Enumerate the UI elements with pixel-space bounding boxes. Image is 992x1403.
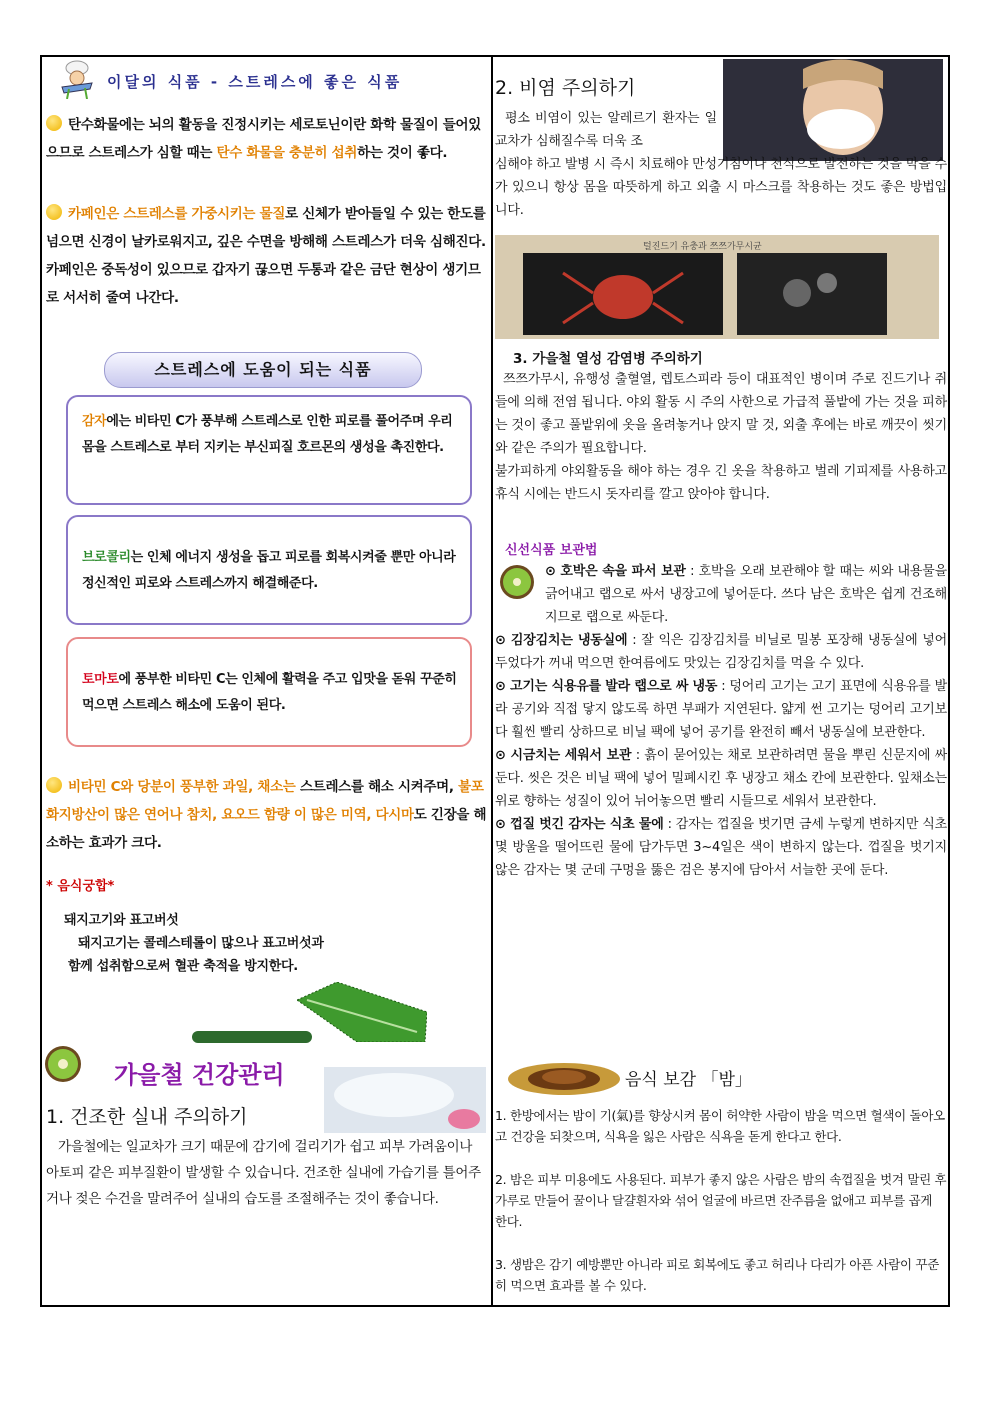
fresh-item-text: : 호박을 오래 보관해야 할 때는 씨와 내용물을 긁어내고 랩으로 싸서 냉장고에 넣어둔다. 쓰다 남은 호박은 쉽게 건조해지므로 랩으로 싸둔다. bbox=[545, 564, 947, 625]
mascot-chef-icon bbox=[54, 59, 100, 99]
mite-photo bbox=[523, 253, 723, 335]
fresh-food-list bbox=[495, 560, 947, 882]
potato-box bbox=[66, 395, 472, 505]
carb-paragraph bbox=[46, 111, 486, 167]
pork-mushroom-text bbox=[64, 909, 324, 978]
caffeine-text: 로 신체가 받아들일 수 있는 한도를 넘으면 신경이 날카로워지고, 깊은 수면을 방해해 스트레스가 더욱 심해진다. 카페인은 중독성이 있으므로 갑자기 끊으면 두통과 같은 금단 현상이 생기므로 서서히 줄여 나간다. bbox=[46, 206, 486, 306]
smiley-bullet-icon bbox=[46, 777, 62, 793]
vitamin-highlight: 비타민 C와 당분이 풍부한 과일, 채소는 bbox=[68, 779, 296, 795]
potato-text: 에는 비타민 C가 풍부해 스트레스로 인한 피로를 풀어주며 우리 몸을 스트레스로 부터 지키는 부신피질 호르몬의 생성을 촉진한다. bbox=[82, 414, 453, 455]
fresh-item-text: : 흙이 묻어있는 채로 보관하려면 물을 뿌린 신문지에 싸둔다. 씻은 것은 비닐 팩에 넣어 밀폐시킨 후 냉장고 채소 칸에 보관한다. 잎채소는 위로 향하는 성질이 있어 뉘어놓으면 빨리 시들므로 세워서 보관한다. bbox=[495, 748, 947, 809]
fresh-item bbox=[495, 744, 947, 813]
dry-indoor-heading: 1. 건조한 실내 주의하기 bbox=[46, 1106, 248, 1128]
smiley-bullet-icon bbox=[46, 204, 62, 220]
rhinitis-body-a: 평소 비염이 있는 알레르기 환자는 일교차가 심해질수록 더욱 조 bbox=[495, 111, 717, 149]
pork-line-1: 돼지고기와 표고버섯 bbox=[64, 913, 179, 928]
pork-line-3: 함께 섭취함으로써 혈관 축적을 방지한다. bbox=[68, 959, 298, 974]
fresh-item-text: : 잘 익은 김장김치를 비닐로 밀봉 포장해 냉동실에 넣어두었다가 꺼내 먹으면 한여름에도 맛있는 김장김치를 먹을 수 있다. bbox=[495, 633, 947, 671]
chestnut-item: 2. 밤은 피부 미용에도 사용된다. 피부가 좋지 않은 사람은 밤의 속껍질을 벗겨 말린 후 가루로 만들어 꿀이나 달걀흰자와 섞어 얼굴에 바르면 잔주름을 없애고 피부를 곱게 한다. bbox=[495, 1172, 947, 1229]
dry-indoor-text bbox=[46, 1134, 486, 1212]
smiley-bullet-icon bbox=[46, 115, 62, 131]
fresh-food-heading: 신선식품 보관법 bbox=[505, 543, 598, 558]
fresh-item bbox=[495, 560, 947, 629]
dish-image bbox=[192, 1031, 312, 1043]
fever-disease-body-1: 쯔쯔가무시, 유행성 출혈열, 렙토스피라 등이 대표적인 병이며 주로 진드기나 쥐들에 의해 전염 됩니다. 야외 활동 시 주의 사한으로 가급적 풀밭에 가는 것을 피하는 것이 좋고 풀밭위에 옷을 올려놓거나 앉지 말 것, 외출 후에는 바로 깨끗이 씻기와 같은 주의가 필요합니다. bbox=[495, 372, 947, 456]
autumn-health-title: 가을철 건강관리 bbox=[114, 1061, 285, 1089]
rhinitis-text-a bbox=[495, 107, 717, 153]
caffeine-highlight: 카페인은 스트레스를 가중시키는 물질 bbox=[68, 206, 286, 222]
kiwi-icon bbox=[44, 1045, 82, 1083]
potato-highlight: 감자 bbox=[82, 414, 107, 429]
newsletter-page bbox=[40, 55, 950, 1307]
month-food-title: 이달의 식품 - 스트레스에 좋은 식품 bbox=[107, 73, 403, 91]
fresh-item-title: ⊙ 김장김치는 냉동실에 bbox=[495, 633, 628, 648]
tomato-highlight: 토마토 bbox=[82, 672, 119, 687]
fresh-item-text: : 감자는 껍질을 벗기면 금세 누렇게 변하지만 식초 몇 방울을 떨어뜨린 물에 담가두면 3~4일은 색이 변하지 않는다. 껍질을 벗기지 않은 감자는 몇 군데 구멍을 뚫은 검은 봉지에 담아서 서늘한 곳에 둔다. bbox=[495, 817, 947, 878]
tomato-box bbox=[66, 637, 472, 747]
broccoli-box bbox=[66, 515, 472, 625]
broccoli-text: 는 인체 에너지 생성을 돕고 피로를 회복시켜줄 뿐만 아니라 정신적인 피로와 스트레스까지 해결해준다. bbox=[82, 550, 456, 591]
pork-line-2: 돼지고기는 콜레스테롤이 많으나 표고버섯과 bbox=[78, 936, 324, 951]
broccoli-highlight: 브로콜리 bbox=[82, 550, 131, 565]
mite-caption: 털진드기 유충과 쯔쯔가무시균 bbox=[643, 242, 762, 252]
fresh-item-title: ⊙ 껍질 벗긴 감자는 식초 물에 bbox=[495, 817, 664, 832]
fresh-item-title: ⊙ 고기는 식용유를 발라 랩으로 싸 냉동 bbox=[495, 679, 718, 694]
fresh-item-title: ⊙ 시금치는 세워서 보관 bbox=[495, 748, 632, 763]
leaf-image bbox=[297, 982, 427, 1042]
fresh-item-title: ⊙ 호박은 속을 파서 보관 bbox=[545, 564, 686, 579]
humidifier-image bbox=[324, 1067, 486, 1133]
chestnut-heading: 음식 보감 「밤」 bbox=[625, 1070, 752, 1090]
carb-text: 탄수화물에는 뇌의 활동을 진정시키는 세로토닌이란 화학 물질이 들어있으므로 스트레스가 심할 때는 bbox=[46, 117, 482, 161]
fever-disease-text bbox=[495, 368, 947, 506]
vitamin-paragraph bbox=[46, 773, 488, 857]
vitamin-text: 스트레스를 해소 시켜주며, bbox=[295, 779, 459, 795]
stress-food-banner: 스트레스에 도움이 되는 식품 bbox=[104, 352, 422, 388]
carb-highlight: 탄수 화물을 충분히 섭취 bbox=[216, 145, 358, 161]
fever-disease-heading: 3. 가을철 열성 감염병 주의하기 bbox=[513, 351, 703, 367]
chestnut-list bbox=[495, 1105, 947, 1318]
fresh-item bbox=[495, 675, 947, 744]
tomato-text: 에 풍부한 비타민 C는 인체에 활력을 주고 입맛을 돋워 꾸준히 먹으면 스트레스 해소에 도움이 된다. bbox=[82, 672, 457, 713]
rhinitis-body-b: 심해야 하고 발병 시 즉시 치료해야 만성기침이나 천식으로 발전하는 것을 막을 수가 있으니 항상 몸을 따뜻하게 하고 외출 시 마스크를 착용하는 것도 좋은 방법입니다. bbox=[495, 157, 947, 218]
fresh-item-text: : 덩어리 고기는 고기 표면에 식용유를 발라 공기와 직접 닿지 않도록 하면 부패가 지연된다. 얇게 썬 고기는 덩어리 고기보다 훨씬 빨리 상하므로 비닐 팩에 넣어 공기를 완전히 빼서 냉동실에 보관한다. bbox=[495, 679, 947, 740]
column-divider bbox=[491, 57, 493, 1305]
caffeine-paragraph bbox=[46, 200, 488, 312]
fresh-item bbox=[495, 629, 947, 675]
sneezing-child-image bbox=[723, 59, 943, 161]
rhinitis-text-b bbox=[495, 153, 947, 222]
rhinitis-heading: 2. 비염 주의하기 bbox=[495, 77, 636, 99]
vitamin-text-end: 도 긴장을 해소하는 효과가 크다. bbox=[46, 807, 487, 851]
chestnut-item: 1. 한방에서는 밤이 기(氣)를 향상시켜 몸이 허약한 사람이 밤을 먹으면 혈색이 돌아오고 건강을 되찾으며, 식욕을 잃은 사람은 식욕을 돋게 한다고 한다. bbox=[495, 1108, 945, 1144]
bacteria-photo bbox=[737, 253, 887, 335]
fever-disease-body-2: 불가피하게 야외활동을 해야 하는 경우 긴 옷을 착용하고 벌레 기피제를 사용하고 휴식 시에는 반드시 돗자리를 깔고 앉아야 합니다. bbox=[495, 464, 947, 502]
food-combo-heading: * 음식궁합* bbox=[46, 879, 115, 894]
carb-text-end: 하는 것이 좋다. bbox=[357, 145, 448, 161]
chestnut-icon bbox=[505, 1057, 623, 1097]
fresh-item bbox=[495, 813, 947, 882]
seafood-highlight: 불포화지방산이 많은 연어나 참치, 요오드 함량 이 많은 미역, 다시마 bbox=[46, 779, 484, 823]
mite-image bbox=[495, 235, 939, 339]
dry-indoor-body: 가을철에는 일교차가 크기 때문에 감기에 걸리기가 쉽고 피부 가려움이나 아토피 같은 피부질환이 발생할 수 있습니다. 건조한 실내에 가습기를 틀어주거나 젖은 수건을 말려주어 실내의 습도를 조절해주는 것이 좋습니다. bbox=[46, 1139, 481, 1207]
chestnut-item: 3. 생밤은 감기 예방뿐만 아니라 피로 회복에도 좋고 허리나 다리가 아픈 사람이 꾸준히 먹으면 효과를 볼 수 있다. bbox=[495, 1257, 939, 1293]
